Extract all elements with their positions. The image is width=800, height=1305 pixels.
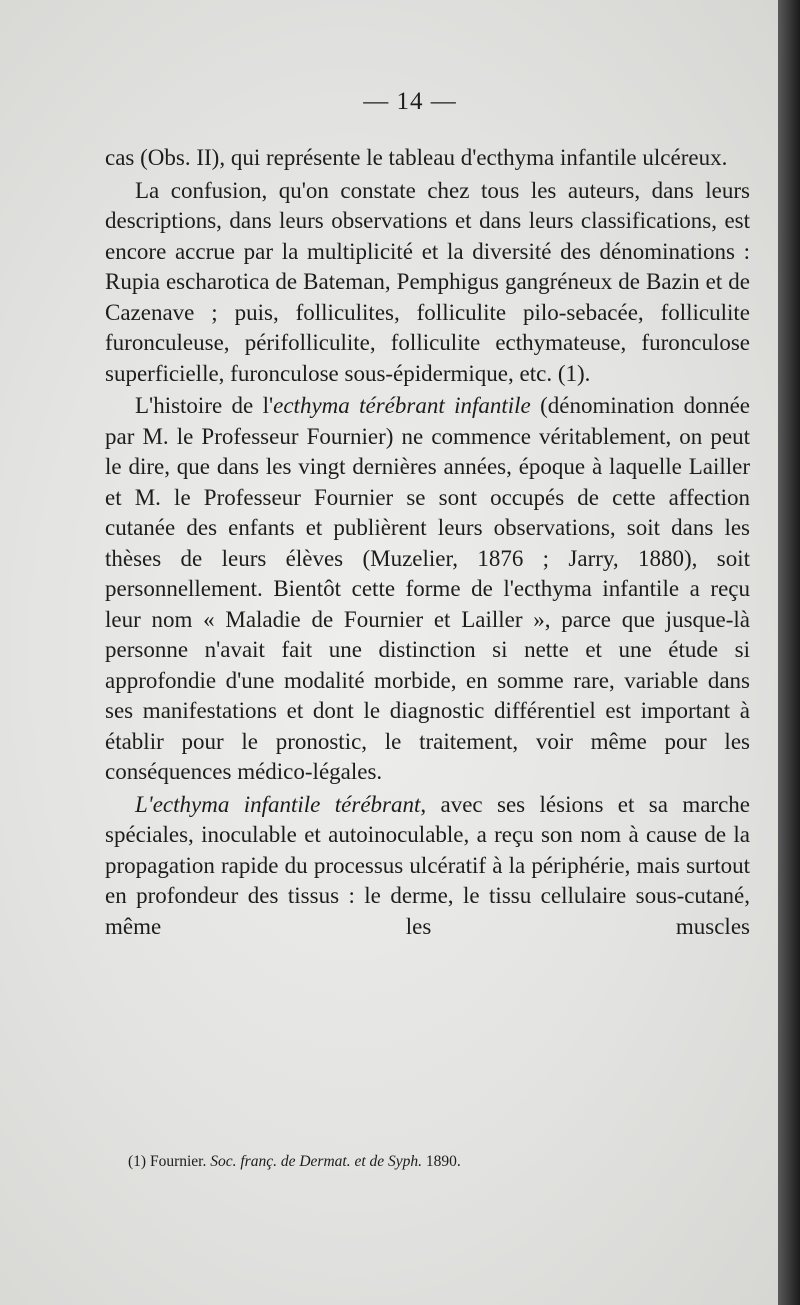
paragraph-4-term: L'ecthyma infantile térébrant	[135, 791, 421, 817]
footnote-journal: Soc. franç. de Dermat. et de Syph.	[210, 1153, 423, 1170]
page-edge-shadow	[778, 0, 800, 1305]
paragraph-1: cas (Obs. II), qui représente le tableau d'ecthyma infantile ulcéreux.	[105, 145, 728, 170]
paragraph-4-rest: , avec ses lésions et sa marche spéciales, inoculable et autoinoculable, a reçu son nom à cause de la propagation rapide du processus ulcératif à la périphérie, mais surtout en profondeur des tissus : le derme, le tissu cellulaire sous-cutané, même les muscles	[105, 791, 751, 939]
footnote-year: 1890.	[422, 1153, 461, 1170]
paragraph-3-start: L'histoire de l'	[135, 393, 274, 418]
paragraph-3-rest: (dénomination donnée par M. le Professeur Fournier) ne commence véritablement, on peut le dire, que dans les vingt dernières années, époque à laquelle Lailler et M. le Professeur Fournier se sont occupés de cette affection cutanée des enfants et publièrent leurs observations, soit dans les thèses de leurs élèves (Muzelier, 1876 ; Jarry, 1880), soit personnellement. Bientôt cette forme de l'ecthyma infantile a reçu leur nom « Maladie de Fournier et Lailler », parce que jusque-là personne n'avait fait une distinction si nette et une étude si approfondie d'une modalité morbide, en somme rare, variable dans ses manifestations et dont le diagnostic différentiel est important à établir pour le pronostic, le traitement, voir même pour les conséquences médico-légales.	[105, 393, 750, 784]
body-text	[105, 143, 750, 942]
paragraph-4	[105, 790, 750, 943]
footnote	[128, 1152, 728, 1172]
footnote-prefix: (1) Fournier.	[128, 1153, 211, 1170]
paragraph-2: La confusion, qu'on constate chez tous les auteurs, dans leurs descriptions, dans leurs observations et dans leurs classifications, est encore accrue par la multiplicité et la diversité des dénominations : Rupia escharotica de Bateman, Pemphigus gangréneux de Bazin et de Cazenave ; puis, folliculites, folliculite pilo-sebacée, folliculite furonculeuse, périfolliculite, folliculite ecthymateuse, furonculose superficielle, furonculose sous-épidermique, etc. (1).	[105, 177, 750, 386]
paragraph-3-term: ecthyma térébrant infantile	[273, 393, 531, 418]
page-number: — 14 —	[363, 88, 457, 115]
paragraph-3	[105, 391, 750, 788]
